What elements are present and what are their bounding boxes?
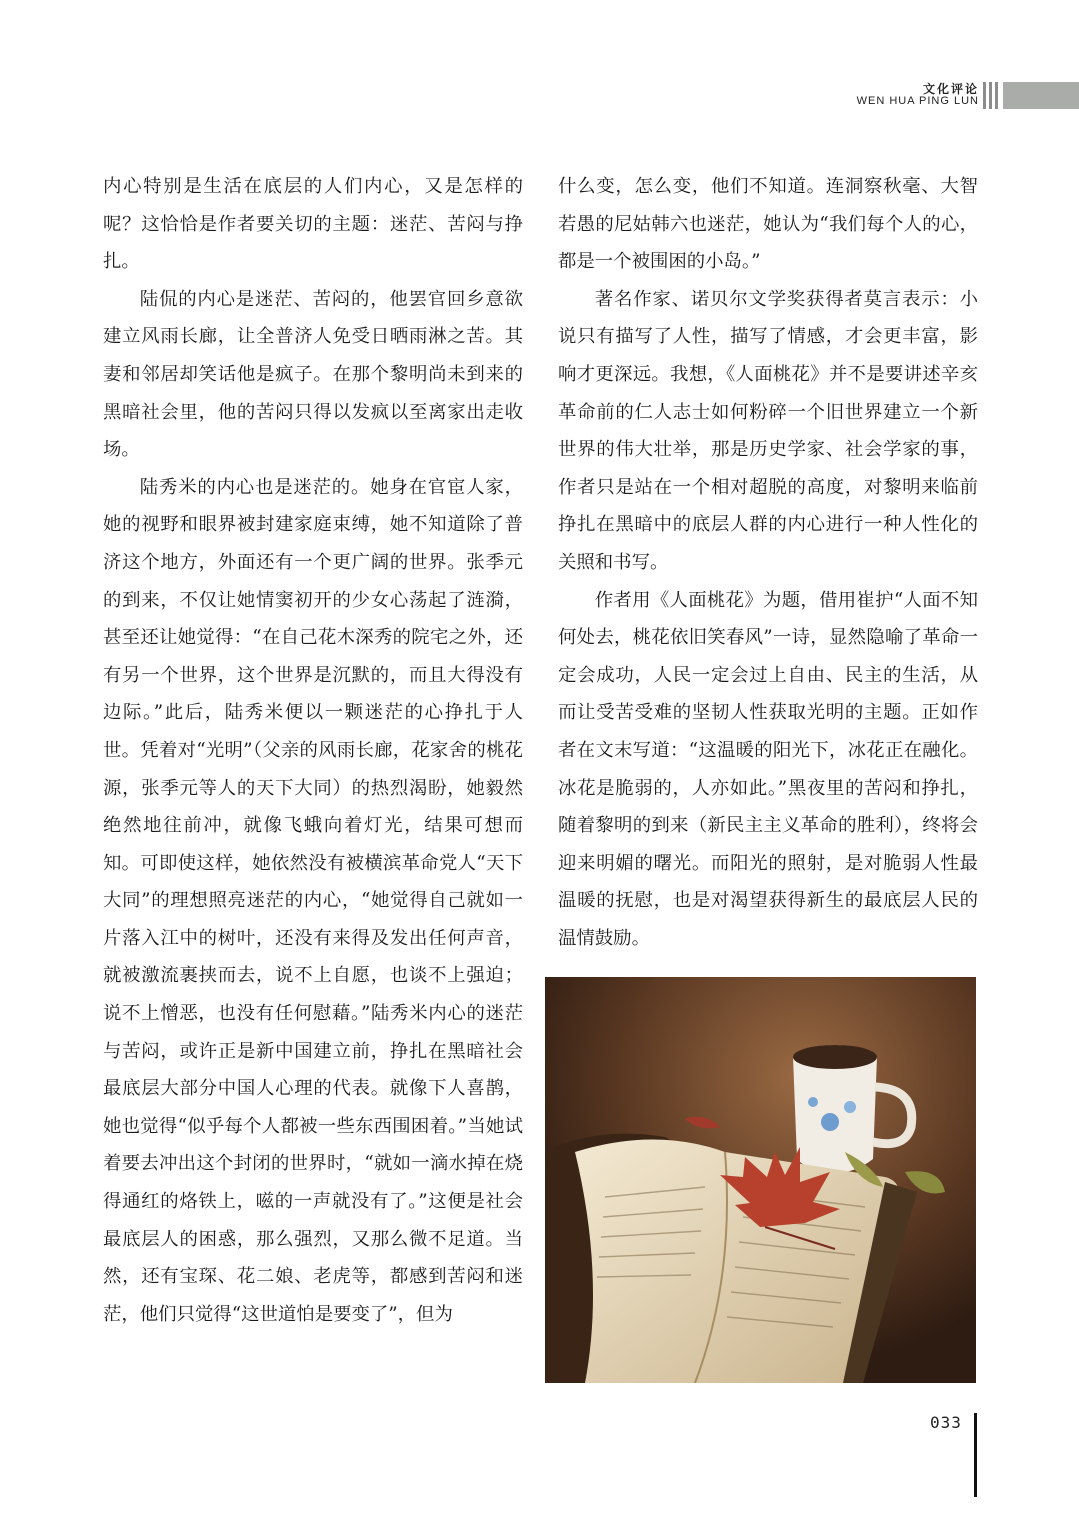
decoration-bar xyxy=(983,82,986,109)
text-column-right xyxy=(558,168,978,957)
page-number: 033 xyxy=(930,1413,962,1432)
header-decoration-bars xyxy=(983,82,998,109)
decoration-bar xyxy=(995,82,998,109)
book-photo xyxy=(545,977,976,1383)
paragraph: 陆侃的内心是迷茫、苦闷的，他罢官回乡意欲建立风雨长廊，让全普济人免受日晒雨淋之苦。其妻和邻居却笑话他是疯子。在那个黎明尚未到来的黑暗社会里，他的苦闷只得以发疯以至离家出走收场。 xyxy=(103,288,523,461)
decoration-bar xyxy=(989,82,992,109)
footer-rule xyxy=(974,1413,977,1497)
paragraph: 陆秀米的内心也是迷茫的。她身在官宦人家，她的视野和眼界被封建家庭束缚，她不知道除了普济这个地方，外面还有一个更广阔的世界。张季元的到来，不仅让她情窦初开的少女心荡起了涟漪，甚至还让她觉得：“在自己花木深秀的院宅之外，还有另一个世界，这个世界是沉默的，而且大得没有边际。”此后，陆秀米便以一颗迷茫的心挣扎于人世。凭着对“光明”（父亲的风雨长廊，花家舍的桃花源，张季元等人的天下大同）的热烈渴盼，她毅然绝然地往前冲，就像飞蛾向着灯光，结果可想而知。可即使这样，她依然没有被横滨革命党人“天下大同”的理想照亮迷茫的内心，“她觉得自己就如一片落入江中的树叶，还没有来得及发出任何声音，就被激流裹挟而去，说不上自愿，也谈不上强迫；说不上憎恶，也没有任何慰藉。”陆秀米内心的迷茫与苦闷，或许正是新中国建立前，挣扎在黑暗社会最底层大部分中国人心理的代表。就像下人喜鹊，她也觉得“似乎每个人都被一些东西围困着。”当她试着要去冲出这个封闭的世界时，“就如一滴水掉在烧得通红的烙铁上，嗞的一声就没有了。”这便是社会最底层人的困惑，那么强烈，又那么微不足道。当然，还有宝琛、花二娘、老虎等，都感到苦闷和迷茫，他们只觉得“这世道怕是要变了”，但为 xyxy=(103,476,523,1325)
paragraph: 作者用《人面桃花》为题，借用崔护“人面不知何处去，桃花依旧笑春风”一诗，显然隐喻了革命一定会成功，人民一定会过上自由、民主的生活，从而让受苦受难的坚韧人性获取光明的主题。正如作者在文末写道：“这温暖的阳光下，冰花正在融化。冰花是脆弱的，人亦如此。”黑夜里的苦闷和挣扎，随着黎明的到来（新民主主义革命的胜利），终将会迎来明媚的曙光。而阳光的照射，是对脆弱人性最温暖的抚慰，也是对渴望获得新生的最底层人民的温情鼓励。 xyxy=(558,589,978,949)
paragraph: 什么变，怎么变，他们不知道。连洞察秋毫、大智若愚的尼姑韩六也迷茫，她认为“我们每个人的心，都是一个被围困的小岛。” xyxy=(558,176,978,273)
section-title-en: WEN HUA PING LUN xyxy=(856,95,979,107)
paragraph: 内心特别是生活在底层的人们内心，又是怎样的呢？这恰恰是作者要关切的主题：迷茫、苦闷与挣扎。 xyxy=(103,176,523,273)
header-decoration-block xyxy=(1003,82,1079,109)
text-column-left xyxy=(103,168,523,1333)
book-photo-illustration xyxy=(545,977,976,1383)
section-title-cn: 文化评论 xyxy=(922,82,979,96)
paragraph: 著名作家、诺贝尔文学奖获得者莫言表示：小说只有描写了人性，描写了情感，才会更丰富，影响才更深远。我想，《人面桃花》并不是要讲述辛亥革命前的仁人志士如何粉碎一个旧世界建立一个新世界的伟大壮举，那是历史学家、社会学家的事，作者只是站在一个相对超脱的高度，对黎明来临前挣扎在黑暗中的底层人群的内心进行一种人性化的关照和书写。 xyxy=(558,288,978,573)
